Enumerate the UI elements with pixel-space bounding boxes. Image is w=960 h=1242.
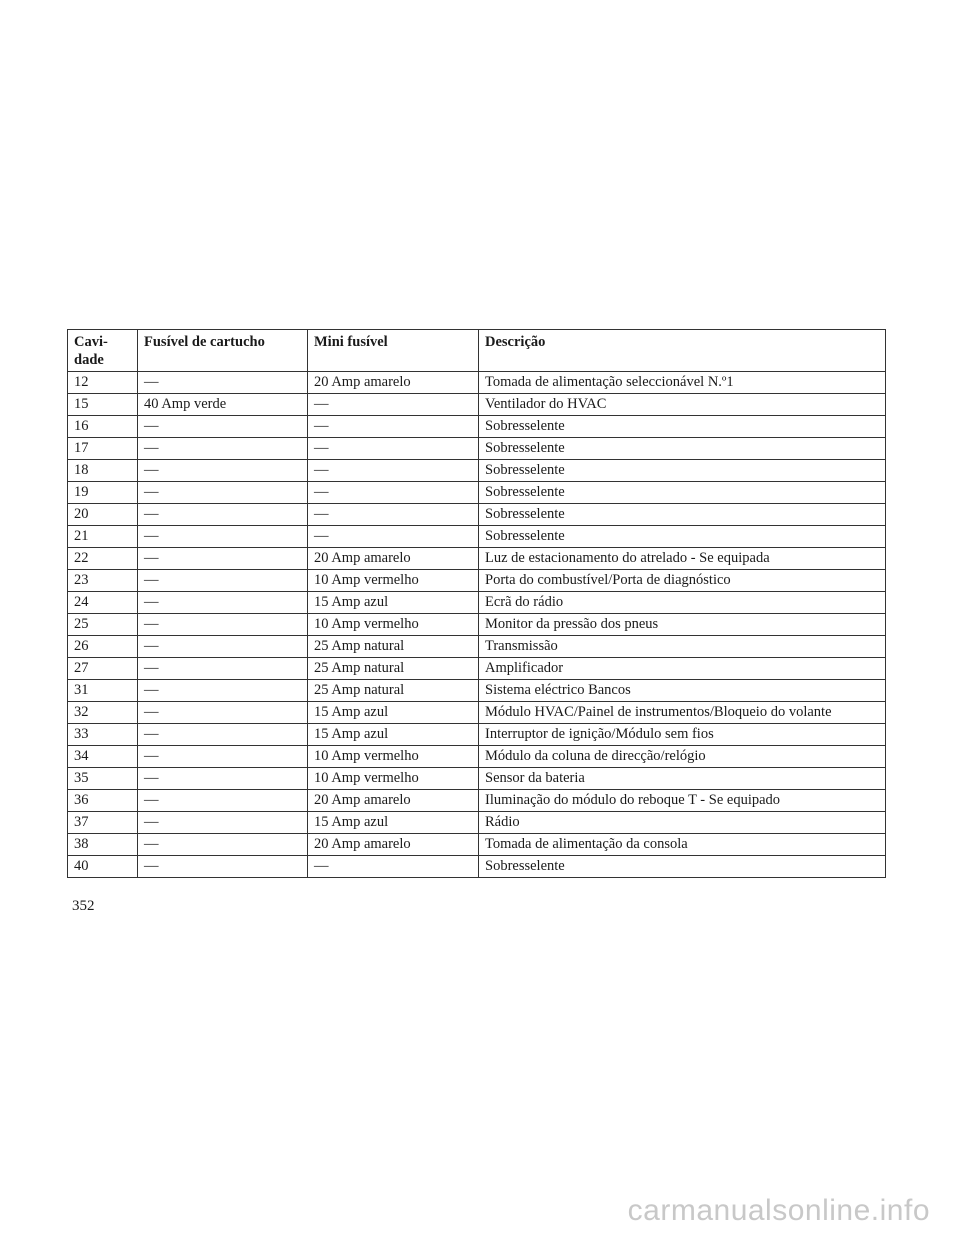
cell-cavity: 16 bbox=[68, 416, 138, 438]
cell-mini-fuse: 20 Amp amarelo bbox=[308, 834, 479, 856]
table-row bbox=[68, 790, 886, 812]
cell-mini-fuse: 15 Amp azul bbox=[308, 724, 479, 746]
cell-cavity: 32 bbox=[68, 702, 138, 724]
cell-mini-fuse: 10 Amp vermelho bbox=[308, 570, 479, 592]
cell-mini-fuse: — bbox=[308, 416, 479, 438]
cell-description: Interruptor de ignição/Módulo sem fios bbox=[479, 724, 886, 746]
cell-mini-fuse: 20 Amp amarelo bbox=[308, 372, 479, 394]
cell-description: Iluminação do módulo do reboque T - Se equipado bbox=[479, 790, 886, 812]
cell-cavity: 38 bbox=[68, 834, 138, 856]
table-row bbox=[68, 372, 886, 394]
cell-cavity: 12 bbox=[68, 372, 138, 394]
cell-cavity: 31 bbox=[68, 680, 138, 702]
cell-description: Monitor da pressão dos pneus bbox=[479, 614, 886, 636]
table-row bbox=[68, 394, 886, 416]
header-cartridge-fuse: Fusível de cartucho bbox=[138, 330, 308, 372]
cell-cartridge-fuse: — bbox=[138, 372, 308, 394]
cell-cavity: 19 bbox=[68, 482, 138, 504]
cell-mini-fuse: — bbox=[308, 482, 479, 504]
table-row bbox=[68, 812, 886, 834]
cell-cavity: 27 bbox=[68, 658, 138, 680]
header-mini-fuse: Mini fusível bbox=[308, 330, 479, 372]
table-row bbox=[68, 702, 886, 724]
cell-cavity: 26 bbox=[68, 636, 138, 658]
cell-cartridge-fuse: — bbox=[138, 636, 308, 658]
page-number: 352 bbox=[72, 898, 95, 914]
cell-description: Transmissão bbox=[479, 636, 886, 658]
cell-cavity: 35 bbox=[68, 768, 138, 790]
cell-description: Amplificador bbox=[479, 658, 886, 680]
table-row bbox=[68, 768, 886, 790]
cell-description: Sobresselente bbox=[479, 526, 886, 548]
cell-description: Sobresselente bbox=[479, 482, 886, 504]
cell-cartridge-fuse: — bbox=[138, 526, 308, 548]
cell-description: Tomada de alimentação seleccionável N.º1 bbox=[479, 372, 886, 394]
cell-mini-fuse: 15 Amp azul bbox=[308, 812, 479, 834]
cell-cavity: 25 bbox=[68, 614, 138, 636]
cell-cartridge-fuse: — bbox=[138, 834, 308, 856]
table-row bbox=[68, 526, 886, 548]
cell-cartridge-fuse: — bbox=[138, 482, 308, 504]
cell-description: Luz de estacionamento do atrelado - Se equipada bbox=[479, 548, 886, 570]
cell-mini-fuse: — bbox=[308, 504, 479, 526]
table-row bbox=[68, 592, 886, 614]
cell-description: Rádio bbox=[479, 812, 886, 834]
cell-mini-fuse: 20 Amp amarelo bbox=[308, 790, 479, 812]
table-row bbox=[68, 460, 886, 482]
cell-description: Sistema eléctrico Bancos bbox=[479, 680, 886, 702]
table-row bbox=[68, 746, 886, 768]
watermark: carmanualsonline.info bbox=[627, 1194, 930, 1227]
header-description: Descrição bbox=[479, 330, 886, 372]
cell-cartridge-fuse: — bbox=[138, 438, 308, 460]
cell-cavity: 33 bbox=[68, 724, 138, 746]
cell-description: Porta do combustível/Porta de diagnóstico bbox=[479, 570, 886, 592]
cell-description: Módulo HVAC/Painel de instrumentos/Bloqueio do volante bbox=[479, 702, 886, 724]
table-row bbox=[68, 636, 886, 658]
table-row bbox=[68, 438, 886, 460]
cell-description: Sobresselente bbox=[479, 856, 886, 878]
cell-cartridge-fuse: — bbox=[138, 504, 308, 526]
cell-mini-fuse: — bbox=[308, 526, 479, 548]
cell-cavity: 23 bbox=[68, 570, 138, 592]
header-cavity: Cavi- dade bbox=[68, 330, 138, 372]
cell-description: Sobresselente bbox=[479, 416, 886, 438]
table-row bbox=[68, 834, 886, 856]
cell-cavity: 34 bbox=[68, 746, 138, 768]
table-row bbox=[68, 658, 886, 680]
cell-cartridge-fuse: — bbox=[138, 658, 308, 680]
cell-mini-fuse: 10 Amp vermelho bbox=[308, 614, 479, 636]
cell-mini-fuse: 15 Amp azul bbox=[308, 702, 479, 724]
fuse-table-header bbox=[68, 330, 886, 372]
cell-cavity: 37 bbox=[68, 812, 138, 834]
cell-mini-fuse: — bbox=[308, 394, 479, 416]
cell-cartridge-fuse: — bbox=[138, 812, 308, 834]
cell-mini-fuse: 10 Amp vermelho bbox=[308, 768, 479, 790]
cell-cavity: 24 bbox=[68, 592, 138, 614]
cell-cartridge-fuse: — bbox=[138, 614, 308, 636]
cell-cartridge-fuse: — bbox=[138, 724, 308, 746]
cell-cartridge-fuse: — bbox=[138, 548, 308, 570]
cell-cartridge-fuse: — bbox=[138, 856, 308, 878]
cell-mini-fuse: — bbox=[308, 460, 479, 482]
cell-description: Ecrã do rádio bbox=[479, 592, 886, 614]
cell-mini-fuse: 10 Amp vermelho bbox=[308, 746, 479, 768]
cell-mini-fuse: 25 Amp natural bbox=[308, 680, 479, 702]
cell-mini-fuse: 15 Amp azul bbox=[308, 592, 479, 614]
cell-cartridge-fuse: — bbox=[138, 790, 308, 812]
cell-description: Tomada de alimentação da consola bbox=[479, 834, 886, 856]
cell-mini-fuse: 25 Amp natural bbox=[308, 658, 479, 680]
table-row bbox=[68, 614, 886, 636]
cell-cartridge-fuse: — bbox=[138, 460, 308, 482]
table-row bbox=[68, 724, 886, 746]
cell-cavity: 36 bbox=[68, 790, 138, 812]
cell-mini-fuse: 20 Amp amarelo bbox=[308, 548, 479, 570]
cell-cartridge-fuse: 40 Amp verde bbox=[138, 394, 308, 416]
cell-cartridge-fuse: — bbox=[138, 746, 308, 768]
table-row bbox=[68, 680, 886, 702]
table-row bbox=[68, 504, 886, 526]
cell-description: Módulo da coluna de direcção/relógio bbox=[479, 746, 886, 768]
cell-cartridge-fuse: — bbox=[138, 702, 308, 724]
cell-cavity: 17 bbox=[68, 438, 138, 460]
table-row bbox=[68, 548, 886, 570]
header-row bbox=[68, 330, 886, 372]
cell-description: Sobresselente bbox=[479, 460, 886, 482]
cell-cavity: 18 bbox=[68, 460, 138, 482]
cell-mini-fuse: 25 Amp natural bbox=[308, 636, 479, 658]
cell-cartridge-fuse: — bbox=[138, 416, 308, 438]
table-row bbox=[68, 856, 886, 878]
cell-description: Sobresselente bbox=[479, 438, 886, 460]
cell-cavity: 20 bbox=[68, 504, 138, 526]
cell-mini-fuse: — bbox=[308, 438, 479, 460]
cell-cartridge-fuse: — bbox=[138, 592, 308, 614]
cell-cartridge-fuse: — bbox=[138, 680, 308, 702]
cell-cartridge-fuse: — bbox=[138, 570, 308, 592]
cell-mini-fuse: — bbox=[308, 856, 479, 878]
cell-cavity: 15 bbox=[68, 394, 138, 416]
cell-cavity: 21 bbox=[68, 526, 138, 548]
cell-cartridge-fuse: — bbox=[138, 768, 308, 790]
table-row bbox=[68, 416, 886, 438]
table-row bbox=[68, 570, 886, 592]
fuse-table bbox=[67, 329, 886, 878]
cell-cavity: 22 bbox=[68, 548, 138, 570]
table-row bbox=[68, 482, 886, 504]
fuse-table-body bbox=[68, 372, 886, 878]
cell-description: Sensor da bateria bbox=[479, 768, 886, 790]
cell-cavity: 40 bbox=[68, 856, 138, 878]
cell-description: Sobresselente bbox=[479, 504, 886, 526]
cell-description: Ventilador do HVAC bbox=[479, 394, 886, 416]
